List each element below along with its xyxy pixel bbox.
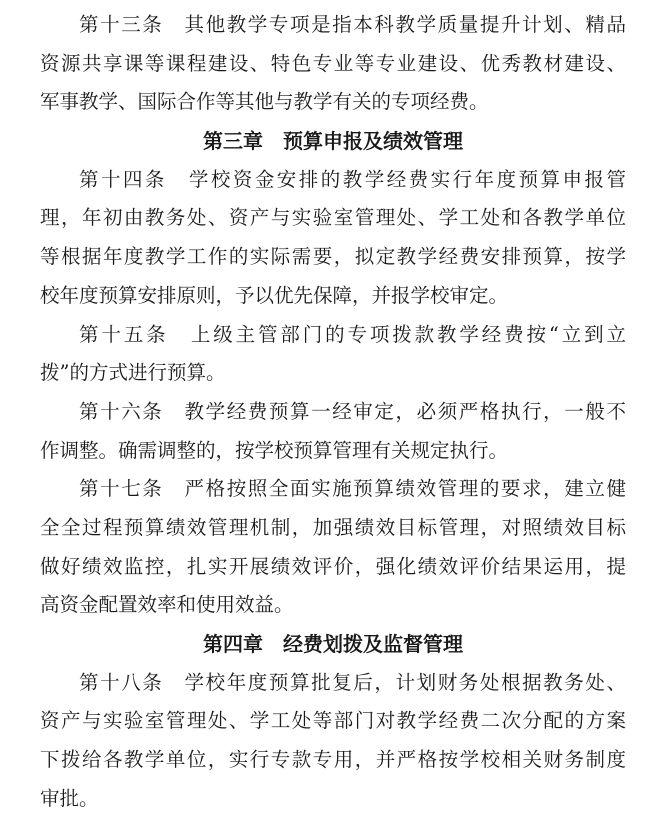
text-line: 高资金配置效率和使用效益。 [40,593,294,617]
text-line: 下拨给各教学单位，实行专款专用，并严格按学校相关财务制度 [40,748,626,772]
text-line: 第十七条 严格按照全面实施预算绩效管理的要求，建立健 [79,477,626,501]
article-16 [40,393,626,470]
chapter-heading-3: 第三章 预算申报及绩效管理 [203,129,463,154]
text-line: 第十五条 上级主管部门的专项拨款教学经费按“立到立 [79,322,626,346]
text-line: 资源共享课等课程建设、特色专业等专业建设、优秀教材建设、 [40,51,626,75]
text-line: 第十六条 教学经费预算一经审定，必须严格执行，一般不 [79,399,626,423]
text-line: 全全过程预算绩效管理机制，加强绩效目标管理，对照绩效目标 [40,515,626,539]
text-line: 作调整。确需调整的，按学校预算管理有关规定执行。 [40,438,509,462]
text-line: 军事教学、国际合作等其他与教学有关的专项经费。 [40,90,489,114]
text-line: 做好绩效监控，扎实开展绩效评价，强化绩效评价结果运用，提 [40,554,626,578]
article-13 [40,6,626,122]
text-line: 审批。 [40,786,99,810]
article-15 [40,316,626,393]
text-line: 资产与实验室管理处、学工处等部门对教学经费二次分配的方案 [40,709,626,733]
article-18 [40,664,626,818]
text-line: 等根据年度教学工作的实际需要，拟定教学经费安排预算，按学 [40,245,626,269]
chapter-heading-4: 第四章 经费划拨及监督管理 [203,632,463,656]
text-line: 第十三条 其他教学专项是指本科教学质量提升计划、精品 [79,13,626,36]
text-line: 第十四条 学校资金安排的教学经费实行年度预算申报管 [79,167,626,191]
article-14 [40,161,626,316]
text-line: 第十八条 学校年度预算批复后，计划财务处根据教务处、 [79,670,626,694]
text-line: 理，年初由教务处、资产与实验室管理处、学工处和各教学单位 [40,206,626,230]
text-line: 拨”的方式进行预算。 [40,361,226,385]
text-line: 校年度预算安排原则，予以优先保障，并报学校审定。 [40,283,509,307]
article-17 [40,470,626,625]
